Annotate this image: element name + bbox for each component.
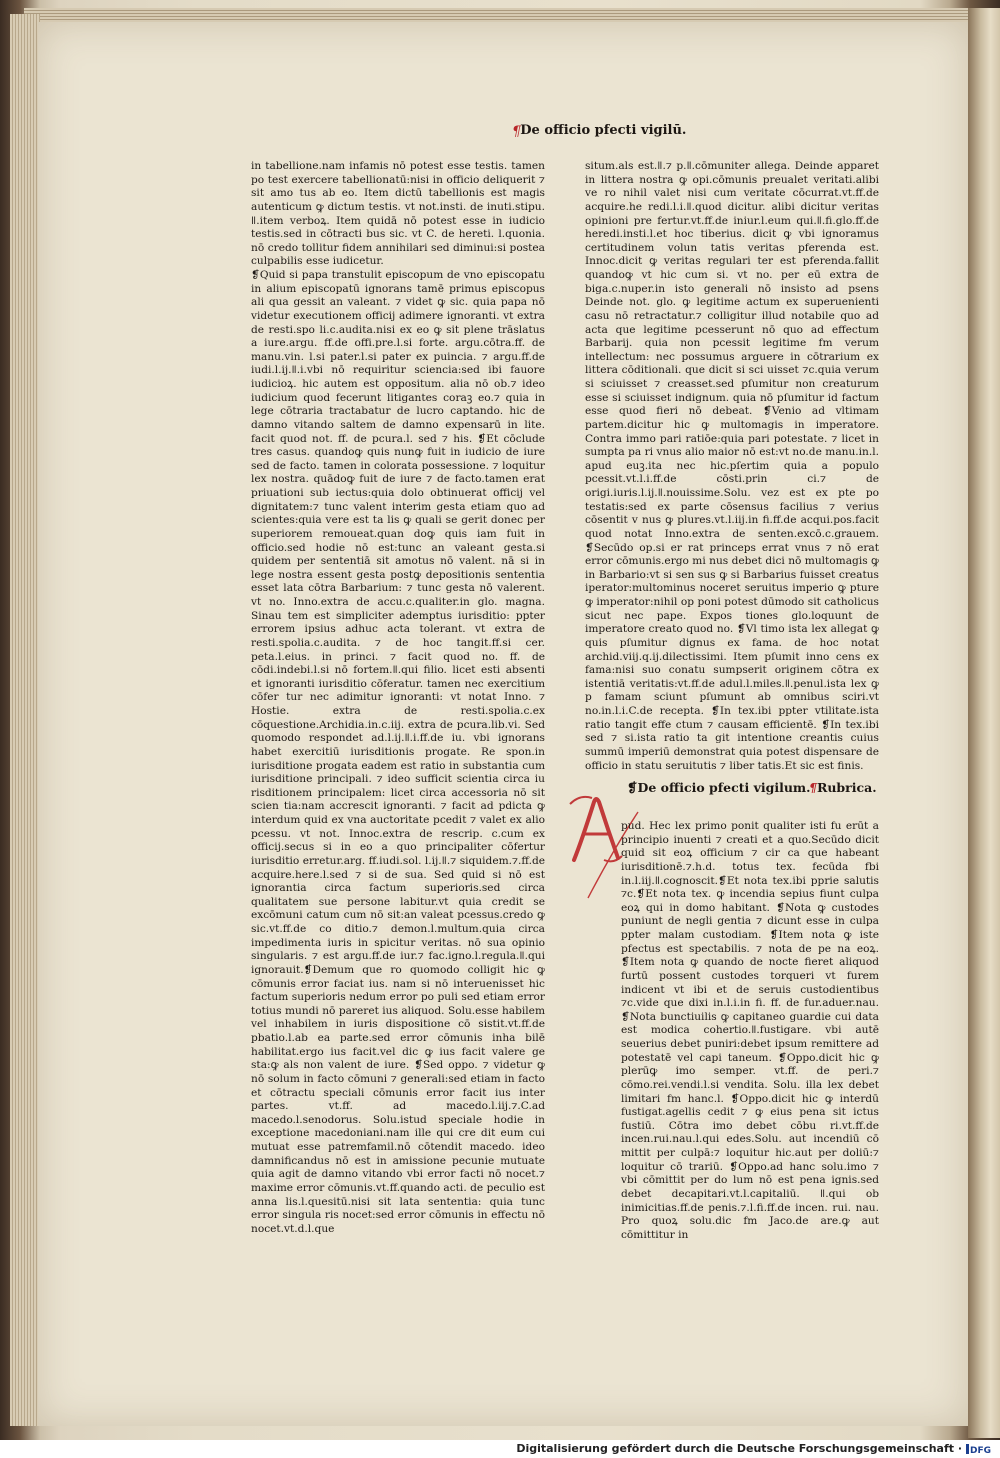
book-edge-right bbox=[968, 8, 1000, 1438]
paragraph: pud. Hec lex primo ponit qualiter isti fu erūt a principio inuenti ⁊ creati et a quo.Secūdo dicit quid sit eoꝝ officium ⁊ cir ca que habeant iurisditionē.⁊.h.d. totus tex. fecūda fbi in.l.iij.ǁ.cognoscit.❡Et nota tex.ibi pprie salutis ⁊c.❡Et nota tex. ꝙ incendia sepius fiunt culpa eoꝝ qui in domo habitant. ❡Nota ꝙ custodes puniunt de negli gentia ⁊ dicunt esse in culpa ppter malam custodiam. ❡Item nota ꝙ iste pfectus est spectabilis. ⁊ nota de pe na eoꝝ. ❡Item nota ꝙ quando de nocte fieret aliquod furtū possent custodes torqueri vt furem indicent vt ibi et de seruis custodientibus ⁊c.vide que dixi in.l.i.in fi. ff. de fur.aduer.nau. ❡Nota bunctiuilis ꝙ capitaneo guardie cui data est modica cohertio.ǁ.fustigare. vbi autē seuerius debet puniri:debet ipsum remittere ad potestatē vel capi taneum. ❡Oppo.dicit hic ꝙ plerūꝙ imo semper. vt.ff. de peri.⁊ cōmo.rei.vendi.l.si vendita. Solu. illa lex debet limitari fm hanc.l. ❡Oppo.dicit hic ꝙ interdū fustigat.agellis cedit ⁊ ꝙ eius pena sit ictus fustiū. Cōtra imo debet cōbu ri.vt.ff.de incen.rui.nau.l.qui edes.Solu. aut incendiū cō mittit per culpā:⁊ loquitur hic.aut per doliū:⁊ loquitur cō trariū. ❡Oppo.ad hanc solu.imo ⁊ vbi cōmittit per do lum nō est pena ignis.sed debet decapitari.vt.l.capitaliū. ǁ.qui ob inimicitias.ff.de penis.⁊.l.fi.ff.de incen. rui. nau. Pro quoꝝ solu.dic fm Jaco.de are.ꝙ aut cōmittitur in bbox=[621, 820, 879, 1241]
running-head-mark: ¶ bbox=[512, 124, 521, 140]
pilcrow-icon: ❡ bbox=[627, 780, 638, 795]
rubric-text: Rubrica. bbox=[816, 780, 877, 795]
page-stack-top bbox=[24, 8, 974, 22]
dfg-logo-icon bbox=[966, 1443, 994, 1455]
section-heading bbox=[627, 780, 887, 798]
svg-text:DFG: DFG bbox=[970, 1446, 992, 1456]
rubric-mark: ¶ bbox=[809, 780, 817, 795]
text-column-left bbox=[251, 160, 545, 1235]
footer-bar bbox=[0, 1440, 1000, 1458]
running-head-text: De officio pfecti vigilū. bbox=[520, 123, 687, 138]
paragraph: situm.als est.ǁ.⁊ p.ǁ.cōmuniter allega. Deinde apparet in littera nostra ꝙ opi.cōmunis preualet veritati.alibi ve ro nihil valet nisi cum veritate cōcurrat.vt.ff.de acquire.he redi.l.i.ǁ.quod dicitur. alibi dicitur veritas opinioni pre fertur.vt.ff.de iniur.l.eum qui.ǁ.fi.glo.ff.de heredi.insti.l.et hoc tiberius. dicit ꝙ vbi ignoramus certitudinem volun tatis veritas pferenda est. Innoc.dicit ꝙ veritas regulari ter est pferenda.fallit quandoꝙ vt hic cum si. vt no. per eū extra de biga.c.nuper.in isto generali nō insisto ad psens Deinde not. glo. ꝙ legitime actum ex superuenienti casu nō retractatur.⁊ colligitur illud notabile quo ad acta que legitime pcesserunt nō quo ad effectum Barbarij. quia non pcessit legitime fm verum intellectum: nec possumus arguere in cōtrarium ex littera cōditionali. que dicit si sci uisset ⁊c.quia verum si sciuisset ⁊ creasset.sed pſumitur non creaturum esse si sciuisset indignum. quia nō pſumitur id factum esse quod fieri nō debeat. ❡Venio ad vltimam partem.dicitur hic ꝙ multomagis in imperatore. Contra immo pari ratiōe:quia pari potestate. ⁊ licet in sumpta pa ri vnus alio maior nō est:vt no.de manu.in.l. apud euꝫ.ita nec hic.pſertim quia a populo pcessit.vt.l.i.ff.de cōsti.prin ci.⁊ de origi.iuris.l.ij.ǁ.nouissime.Solu. vez est ex pte po testatis:sed ex parte cōsensus facilius ⁊ verius cōsentit v nus ꝙ plures.vt.l.iij.in fi.ff.de acqui.pos.facit quod notat Inno.extra de senten.excō.c.grauem. ❡Secūdo op.si er rat princeps errat vnus ⁊ nō erat error cōmunis.ergo mi nus debet dici nō multomagis ꝙ in Barbario:vt si sen sus ꝙ si Barbarius fuisset creatus iperator:multominus noceret seruitus imperio ꝙ pture ꝙ imperator:nihil op poni potest dūmodo sit catholicus sicut nec pape. Expos tiones glo.loquunt de imperatore creato quod no. ❡Vl timo ista lex allegat ꝙ quis pſumitur dignus ex fama. de hoc notat archid.viij.q.ij.dilectissimi. Item pſumit inno cens ex fama:nisi suo conatu sumpserit originem cōtra ex istentiā veritatis:vt.ff.de adul.l.miles.ǁ.penul.ista lex ꝙ p famam sciunt pſumunt ab omnibus sciri.vt no.in.l.i.C.de recepta. ❡In tex.ibi ppter vtilitate.ista ratio tangit effe ctum ⁊ causam efficientē. ❡In tex.ibi sed ⁊ si.ista ratio ta git intentione creantis cuius summū imperiū demonstrat quia potest dispensare de officio in statu seruitutis ⁊ liber tatis.Et sic est finis. bbox=[585, 160, 879, 772]
footer-credit: Digitalisierung gefördert durch die Deutsche Forschungsgemeinschaft · bbox=[516, 1442, 962, 1455]
rubric-label bbox=[809, 780, 877, 795]
running-head bbox=[512, 123, 687, 138]
text-column-right-top bbox=[585, 160, 879, 772]
paragraph: ❡Quid si papa transtulit episcopum de vno episcopatu in alium episcopatū ignorans tamē primus episcopus ali qua gessit an valeant. ⁊ videt ꝙ sic. quia papa nō videtur executionem officij adimere ignoranti. vt extra de resti.spo li.c.audita.nisi ex eo ꝙ sit plene trāslatus a iure.argu. ff.de offi.pre.l.si forte. argu.cōtra.ff. de manu.vin. l.si pater.l.si pater ex puincia. ⁊ argu.ff.de iudi.l.ij.ǁ.i.vbi nō requiritur sciencia:sed ibi fauore iudicioꝝ. hic autem est oppositum. alia nō ob.⁊ ideo iudicium quod fecerunt litigantes coraꝫ eo.⁊ quia in lege cōtraria tractabatur de lucro captando. hic de damno vitando saltem de damno expensarū in lite. facit quod not. ff. de pcura.l. sed ⁊ his. ❡Et cōclude tres casus. quandoꝙ quis nunꝙ fuit in iudicio de iure sed de facto. tamen in colorata possessione. ⁊ loquitur lex nostra. quādoꝙ fuit de iure ⁊ de facto.tamen erat priuationi sub iectus:quia dolo obtinuerat officij vel dignitatem:⁊ tunc valent interim gesta etiam quo ad scientes:quia vere est ta lis ꝙ quali se gerit donec per superiorem remoueat.quan doꝙ quis iam fuit in officio.sed hodie nō est:tunc an valeant gesta.si quidem per sententiā sit amotus nō valent. nā si in lege nostra essent gesta postꝙ depositionis sententia esset lata cōtra Barbarium: ⁊ tunc gesta nō valerent. vt no. Inno.extra de accu.c.qualiter.in glo. magna. Sinau tem est simpliciter ademptus iurisditio: ppter errorem ipsius adhuc acta tolerant. vt extra de resti.spolia.c.audita. ⁊ de hoc tangit.ff.si cer. peta.l.eius. in princi. ⁊ facit quod no. ff. de cōdi.indebi.l.si nō fortem.ǁ.qui filio. licet esti absenti et ignoranti iurisditio cōferatur. tamen nec exercitium cōfer tur nec adimitur ignoranti: vt notat Inno. ⁊ Hostie. extra de resti.spolia.c.ex cōquestione.Archidia.in.c.iij. extra de pcura.lib.vi. Sed quomodo respondet ad.l.ij.ǁ.i.ff.de iu. vbi ignorans habet exercitiū iurisditionis progate. Re spon.in iurisditione progata eadem est ratio in substantia cum iurisditione principali. ⁊ ideo sufficit scientia circa iu risditionem principalem: licet circa accessoria nō sit scien tia:nam accrescit ignoranti. ⁊ facit ad pdicta ꝙ interdum quid ex vna auctoritate pcedit ⁊ valet ex alio pcessu. vt not. Innoc.extra de rescrip. c.cum ex officij.secus si in eo a quo principaliter cōfertur iurisditio erretur.arg. ff.iudi.sol. l.ij.ǁ.⁊ siquidem.⁊.ff.de acquire.here.l.sed ⁊ si de sua. Sed quid si nō est ignorantia circa factum superioris.sed circa qualitatem sue persone labitur.vt quia credit se excōmuni catum cum nō sit:an valeat pcessus.credo ꝙ sic.vt.ff.de co ditio.⁊ demon.l.multum.quia circa impedimenta iuris in spicitur veritas. nō sua opinio singularis. ⁊ est argu.ff.de iur.⁊ fac.igno.l.regula.ǁ.qui ignorauit.❡Demum que ro quomodo colligit hic ꝙ cōmunis error faciat ius. nam si nō interuenisset hic factum superioris nedum error po puli sed etiam error totius mundi nō pareret ius aliquod. Solu.esse habilem vel inhabilem in iuris dispositione cō sistit.vt.ff.de pbatio.l.ab ea parte.sed error cōmunis inha bilē habilitat.ergo ius facit.vel dic ꝙ ius facit valere ge sta:ꝙ als non valent de iure. ❡Sed oppo. ⁊ videtur ꝙ nō solum in facto cōmuni ⁊ generali:sed etiam in facto et cōtractu speciali cōmunis error facit ius inter partes. vt.ff. ad macedo.l.iij.⁊.C.ad macedo.l.senodorus. Solu.istud speciale hodie in exceptione macedoniani.nam ille qui cre dit eum cui mutuat esse patremfamil.nō cōtendit macedo. ideo damnificandus nō est in amissione pecunie mutuate quia agit de damno vitando vbi error facti nō nocet.⁊ maxime error cōmunis.vt.ff.quando acti. de peculio est anna lis.l.quesitū.nisi sit lata sententia: quia tunc error singula ris nocet:sed error cōmunis in effectu nō nocet.vt.d.l.que bbox=[251, 269, 545, 1235]
section-title: De officio pfecti vigilum. bbox=[637, 780, 811, 795]
text-column-right-bottom bbox=[621, 820, 879, 1241]
paragraph: in tabellione.nam infamis nō potest esse testis. tamen po test exercere tabellionatū:nisi in officio deliquerit ⁊ sit amo tus ab eo. Item dictū tabellionis est magis autenticum ꝙ dictum testis. vt not.insti. de inuti.stipu. ǁ.item verboꝝ. Item quidā nō potest esse in iudicio testis.sed in cōtracti bus sic. vt C. de hereti. l.quonia. nō credo tollitur fidem annihilari sed diminui:si postea culpabilis esse iudicetur. bbox=[251, 160, 545, 268]
page-stack-left bbox=[10, 14, 40, 1426]
